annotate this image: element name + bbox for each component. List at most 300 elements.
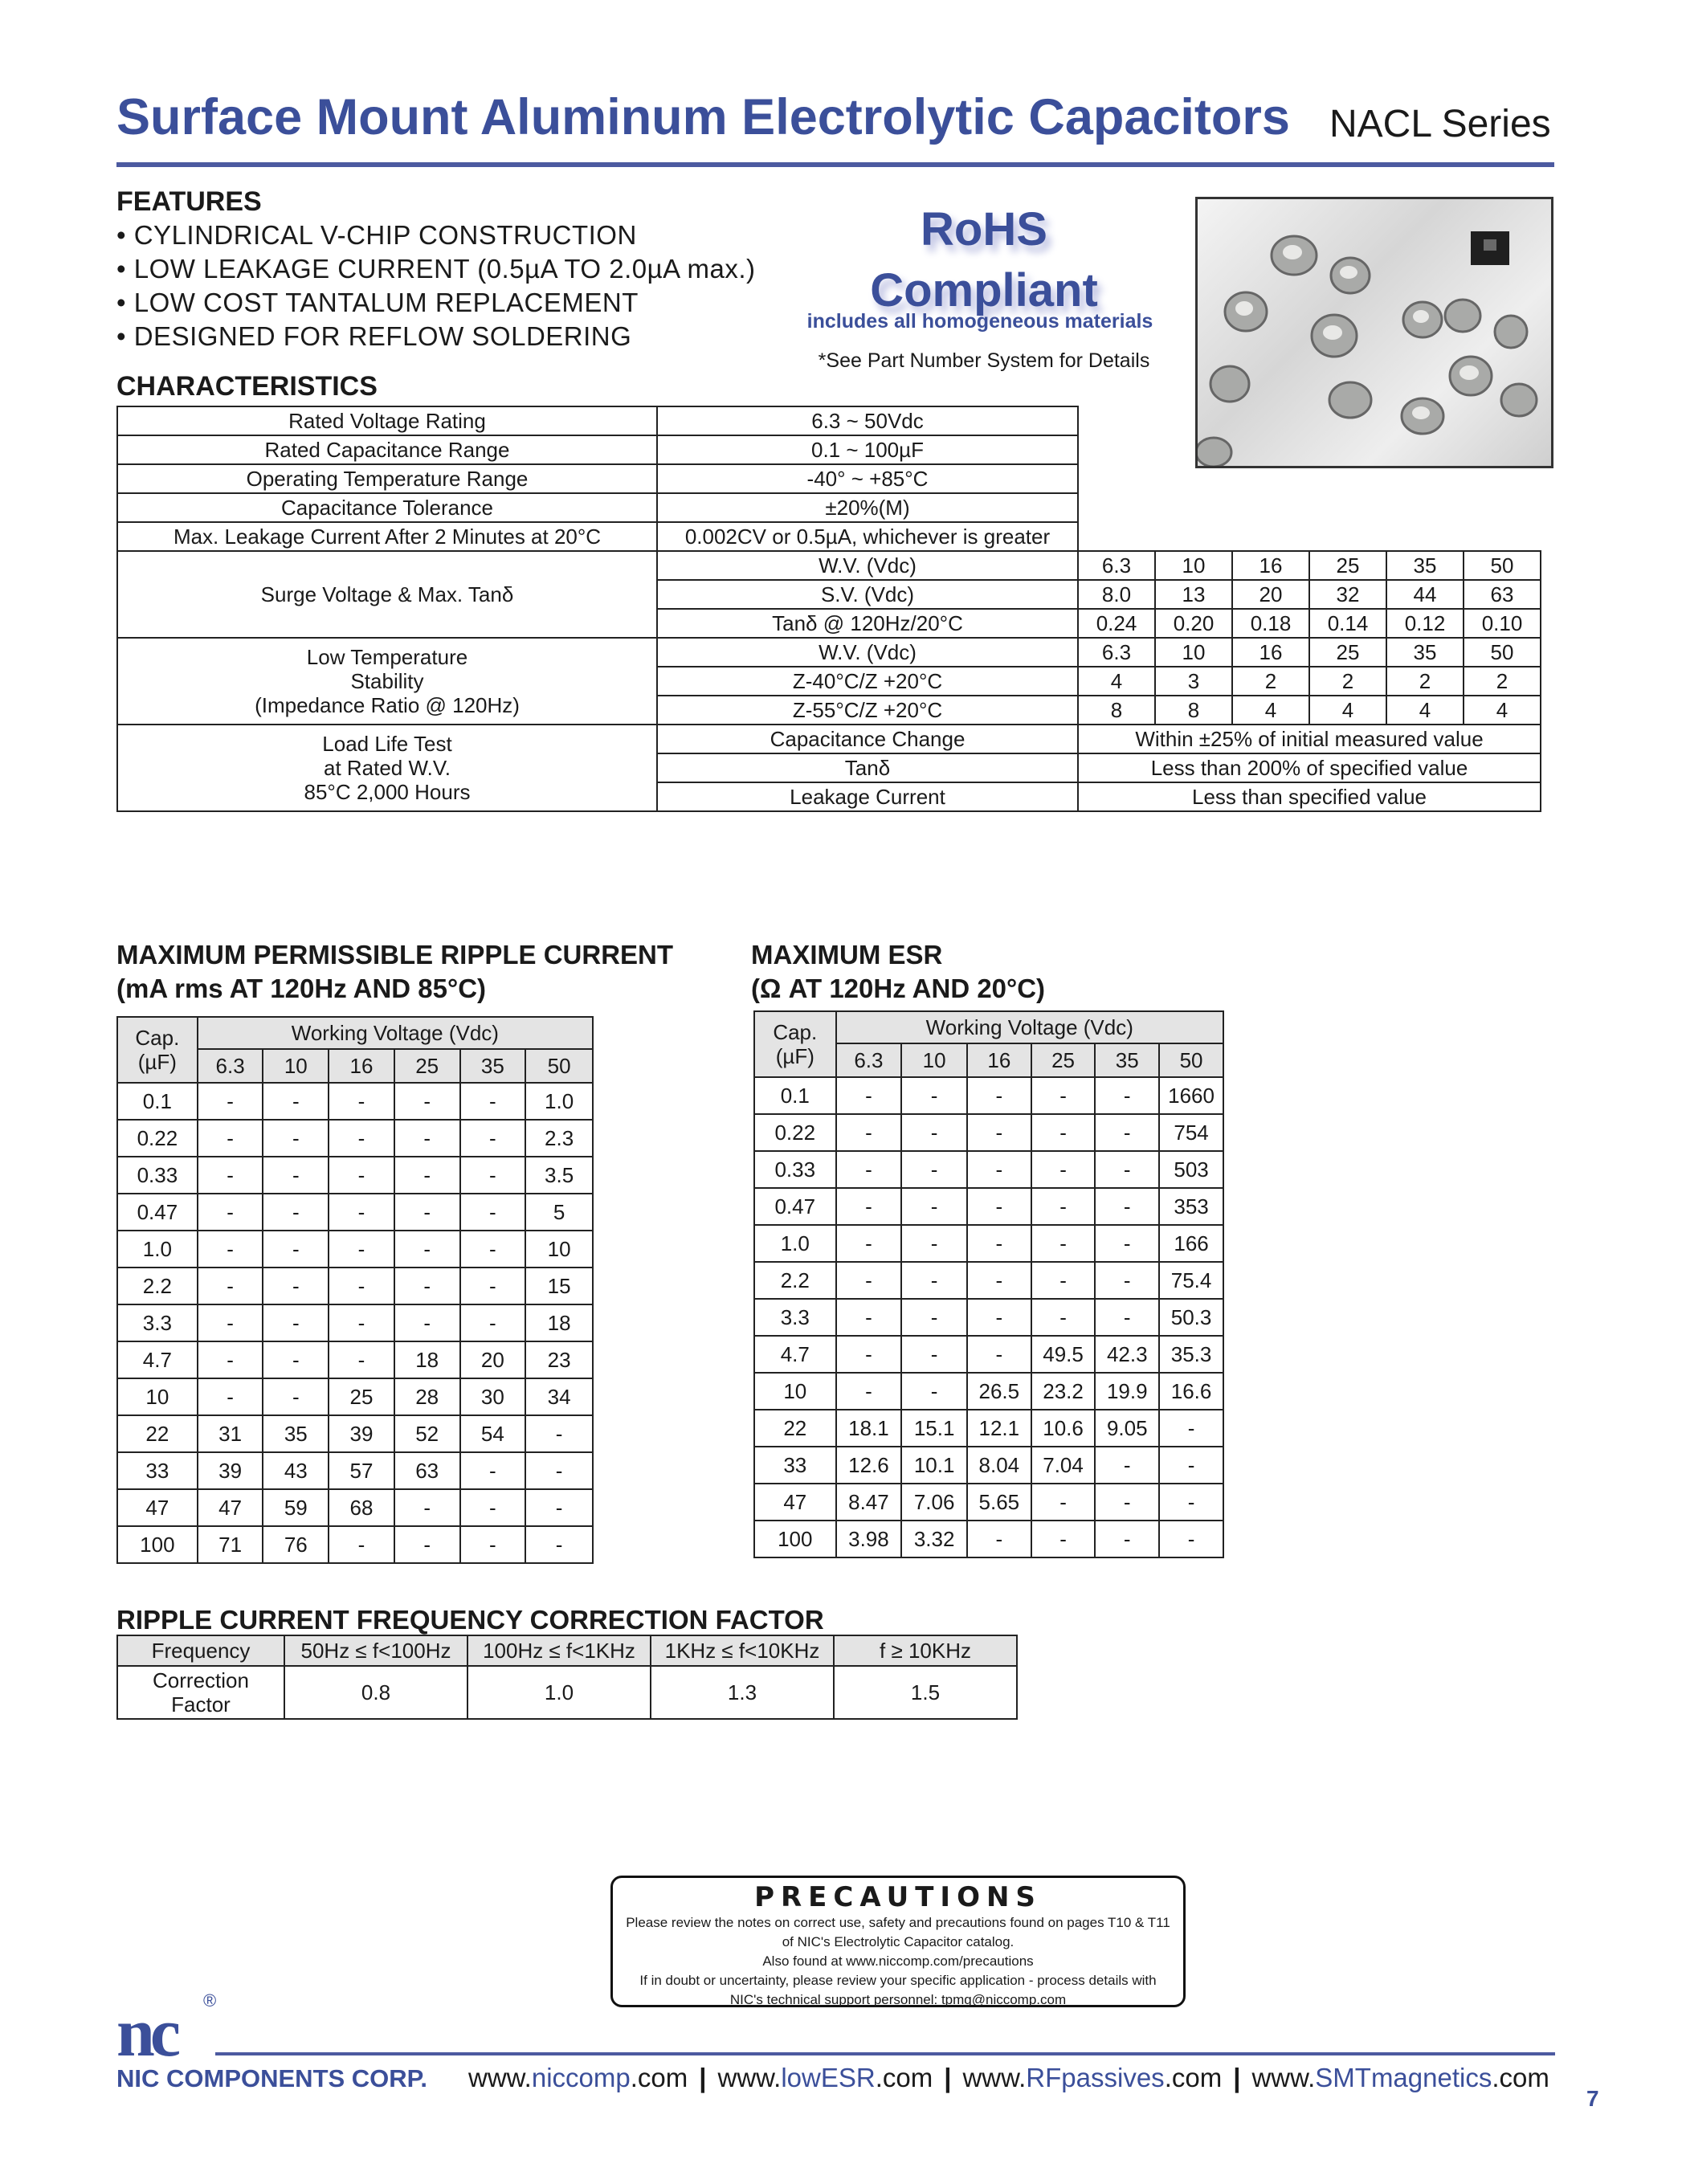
table-cell: 6.3 [1078,551,1155,580]
table-cell: 35.3 [1159,1336,1223,1373]
rohs-subtitle: includes all homogeneous materials [806,310,1153,333]
table-row [754,1114,1223,1151]
table-cell: 16 [1232,551,1309,580]
table-cell: - [1095,1262,1159,1299]
table-cell: - [263,1304,329,1341]
table-cell: 25 [329,1378,394,1415]
table-row [117,493,1541,522]
table-cell: - [1095,1077,1159,1114]
cap-cell: 22 [754,1410,836,1447]
table-cell: 71 [198,1526,263,1563]
footer-link-rfpassives[interactable] [962,2063,1222,2092]
factor-cell: 1.5 [834,1666,1017,1719]
table-cell: - [394,1231,460,1268]
table-row [117,406,1541,435]
table-cell: 1.0 [525,1083,593,1120]
registered-mark: ® [203,1990,217,2011]
table-cell: - [394,1526,460,1563]
char-param: W.V. (Vdc) [657,638,1078,667]
table-cell: 35 [1386,551,1464,580]
cap-cell: 47 [754,1484,836,1521]
table-cell: - [901,1114,967,1151]
table-row [117,1489,593,1526]
table-cell: 34 [525,1378,593,1415]
cap-cell: 3.3 [117,1304,198,1341]
frequency-label: Frequency [117,1635,284,1666]
table-cell: 18 [394,1341,460,1378]
cap-cell: 33 [754,1447,836,1484]
link-separator: | [944,2063,952,2092]
table-cell: 35 [263,1415,329,1452]
voltage-header-cell: 6.3 [198,1049,263,1083]
voltage-header-cell: 50 [1159,1043,1223,1077]
table-cell: - [901,1151,967,1188]
label-line: Low Temperature [306,645,468,669]
table-cell: 2 [1309,667,1386,696]
frequency-cell: 100Hz ≤ f<1KHz [467,1635,651,1666]
table-row [117,1304,593,1341]
table-cell: - [329,1526,394,1563]
table-cell: 0.18 [1232,609,1309,638]
table-cell: 1660 [1159,1077,1223,1114]
link-suffix: .com [630,2063,688,2092]
rohs-line2: Compliant [870,264,1098,316]
label-line: Load Life Test [322,732,452,756]
table-row [117,1526,593,1563]
table-cell: 4 [1078,667,1155,696]
features-list [116,218,756,353]
char-label: Capacitance Tolerance [117,493,657,522]
table-row [117,1341,593,1378]
cap-cell: 2.2 [117,1268,198,1304]
rcf-heading: RIPPLE CURRENT FREQUENCY CORRECTION FACTOR [116,1605,824,1635]
table-row [117,522,1541,551]
char-value: Less than specified value [1078,782,1541,811]
table-cell: - [1095,1114,1159,1151]
table-cell: 503 [1159,1151,1223,1188]
table-cell: - [1095,1521,1159,1557]
table-cell: 20 [1232,580,1309,609]
table-cell: - [836,1225,902,1262]
cap-cell: 33 [117,1452,198,1489]
table-cell: - [329,1157,394,1194]
char-label: Rated Capacitance Range [117,435,657,464]
table-cell: - [329,1268,394,1304]
table-cell: - [1095,1299,1159,1336]
char-param: Z-40°C/Z +20°C [657,667,1078,696]
cap-cell: 0.47 [117,1194,198,1231]
table-cell: 23.2 [1031,1373,1096,1410]
cap-cell: 0.22 [754,1114,836,1151]
table-row [754,1410,1223,1447]
table-row [754,1447,1223,1484]
table-cell: - [1095,1225,1159,1262]
table-cell: - [263,1341,329,1378]
char-param: Tanδ @ 120Hz/20°C [657,609,1078,638]
footer-link-lowesr[interactable] [717,2063,933,2092]
table-cell: - [329,1304,394,1341]
table-cell: - [901,1188,967,1225]
series-name: NACL Series [1329,103,1551,145]
table-cell: - [1159,1410,1223,1447]
table-cell: 16.6 [1159,1373,1223,1410]
table-cell: - [198,1341,263,1378]
feature-item: • CYLINDRICAL V-CHIP CONSTRUCTION [116,220,637,250]
rcf-table [116,1635,1018,1720]
table-cell: 28 [394,1378,460,1415]
table-cell: - [1031,1299,1096,1336]
table-cell: - [1095,1188,1159,1225]
table-cell: 3 [1155,667,1232,696]
table-cell: 68 [329,1489,394,1526]
table-cell: - [836,1188,902,1225]
wv-header: Working Voltage (Vdc) [836,1011,1223,1043]
table-cell: 10.6 [1031,1410,1096,1447]
table-cell: 49.5 [1031,1336,1096,1373]
voltage-header-cell: 6.3 [836,1043,902,1077]
table-cell: - [460,1304,526,1341]
table-cell: 57 [329,1452,394,1489]
table-cell: - [394,1157,460,1194]
char-value: ±20%(M) [657,493,1078,522]
table-cell: 13 [1155,580,1232,609]
table-cell: - [525,1415,593,1452]
table-cell: - [198,1157,263,1194]
feature-item: • DESIGNED FOR REFLOW SOLDERING [116,321,632,351]
precautions-line: of NIC's Electrolytic Capacitor catalog. [782,1934,1015,1949]
cap-cell: 4.7 [754,1336,836,1373]
cap-cell: 4.7 [117,1341,198,1378]
characteristics-heading: CHARACTERISTICS [116,371,378,402]
table-cell: 63 [394,1452,460,1489]
label-line: 85°C 2,000 Hours [304,780,471,804]
table-cell: 2 [1386,667,1464,696]
cap-cell: 0.33 [754,1151,836,1188]
table-cell: 5 [525,1194,593,1231]
link-highlight: lowESR [781,2063,876,2092]
esr-heading-line2: (Ω AT 120Hz AND 20°C) [751,974,1046,1003]
voltage-header-cell: 10 [263,1049,329,1083]
table-cell: - [198,1231,263,1268]
table-cell: - [967,1188,1031,1225]
table-cell: - [263,1194,329,1231]
table-cell: 10.1 [901,1447,967,1484]
table-cell: - [394,1489,460,1526]
feature-item: • LOW COST TANTALUM REPLACEMENT [116,288,639,317]
voltage-header-cell: 10 [901,1043,967,1077]
characteristics-table [116,406,1541,812]
label-line: Stability [350,669,424,693]
table-cell: - [263,1120,329,1157]
table-cell: 3.5 [525,1157,593,1194]
table-cell: 9.05 [1095,1410,1159,1447]
nic-logo [116,1990,217,2071]
char-label: Rated Voltage Rating [117,406,657,435]
ripple-heading [116,938,673,1006]
cap-cell: 10 [754,1373,836,1410]
char-param: Tanδ [657,753,1078,782]
table-row [754,1151,1223,1188]
table-row [754,1077,1223,1114]
table-row [754,1299,1223,1336]
link-separator: | [1233,2063,1241,2092]
table-row [754,1225,1223,1262]
table-cell: 39 [329,1415,394,1452]
char-param: W.V. (Vdc) [657,551,1078,580]
table-cell: - [836,1299,902,1336]
cap-cell: 2.2 [754,1262,836,1299]
table-cell: 7.06 [901,1484,967,1521]
esr-heading [751,938,1045,1006]
cap-cell: 100 [117,1526,198,1563]
link-highlight: niccomp [531,2063,631,2092]
link-suffix: .com [875,2063,933,2092]
table-cell: - [1031,1262,1096,1299]
cap-cell: 0.1 [754,1077,836,1114]
table-row [754,1373,1223,1410]
table-cell: - [1159,1521,1223,1557]
table-cell: - [1031,1077,1096,1114]
table-cell: 63 [1464,580,1541,609]
voltage-header-cell: 16 [329,1049,394,1083]
table-cell: - [263,1157,329,1194]
table-cell: 16 [1232,638,1309,667]
label-line: Correction [153,1668,249,1692]
table-cell: - [394,1194,460,1231]
table-cell: - [263,1268,329,1304]
voltage-header-cell: 25 [1031,1043,1096,1077]
table-cell: 0.24 [1078,609,1155,638]
wv-header: Working Voltage (Vdc) [198,1017,593,1049]
cap-cell: 47 [117,1489,198,1526]
table-cell: - [901,1077,967,1114]
frequency-cell: 50Hz ≤ f<100Hz [284,1635,467,1666]
table-cell: - [836,1114,902,1151]
table-cell: - [836,1077,902,1114]
table-cell: 353 [1159,1188,1223,1225]
table-cell: 50.3 [1159,1299,1223,1336]
table-cell: - [1095,1447,1159,1484]
table-cell: - [967,1114,1031,1151]
table-cell: - [198,1083,263,1120]
char-label [117,638,657,725]
table-cell: 15 [525,1268,593,1304]
cap-cell: 1.0 [117,1231,198,1268]
table-cell: 7.04 [1031,1447,1096,1484]
table-cell: 50 [1464,638,1541,667]
precautions-line: NIC's technical support personnel: tpmg@niccomp.com [729,1992,1067,2007]
cap-header: Cap. (µF) [754,1011,836,1077]
table-cell: - [198,1304,263,1341]
table-row [117,1120,593,1157]
table-row [117,1635,1017,1666]
table-cell: - [460,1157,526,1194]
cap-cell: 0.33 [117,1157,198,1194]
table-cell: - [198,1378,263,1415]
cap-cell: 10 [117,1378,198,1415]
table-row [117,725,1541,753]
rohs-badge [835,199,1133,321]
table-cell: 43 [263,1452,329,1489]
factor-label [117,1666,284,1719]
features-heading: FEATURES [116,186,262,217]
table-cell: - [460,1120,526,1157]
table-cell: 2.3 [525,1120,593,1157]
table-cell: 31 [198,1415,263,1452]
table-cell: 18 [525,1304,593,1341]
cap-cell: 100 [754,1521,836,1557]
link-highlight: RFpassives [1026,2063,1165,2092]
table-cell: 30 [460,1378,526,1415]
table-row [754,1188,1223,1225]
table-cell: - [967,1299,1031,1336]
table-cell: - [836,1336,902,1373]
table-cell: - [460,1231,526,1268]
table-cell: 25 [1309,551,1386,580]
table-cell: - [198,1194,263,1231]
ripple-table [116,1016,594,1564]
table-cell: 4 [1386,696,1464,725]
cap-cell: 0.22 [117,1120,198,1157]
table-row [754,1262,1223,1299]
label-line: (Impedance Ratio @ 120Hz) [255,693,520,717]
factor-cell: 1.0 [467,1666,651,1719]
table-row [117,551,1541,580]
table-cell: 23 [525,1341,593,1378]
table-cell: 32 [1309,580,1386,609]
table-cell: - [901,1373,967,1410]
page-title: Surface Mount Aluminum Electrolytic Capacitors [116,89,1290,145]
factor-cell: 0.8 [284,1666,467,1719]
precautions-line: Please review the notes on correct use, safety and precautions found on pages T10 & T11 [626,1915,1170,1930]
table-cell: - [901,1225,967,1262]
table-cell: - [967,1262,1031,1299]
footer-link-smtmagnetics[interactable] [1251,2063,1549,2092]
table-cell: - [329,1194,394,1231]
table-header-row [754,1011,1223,1043]
table-cell: 59 [263,1489,329,1526]
char-label: Operating Temperature Range [117,464,657,493]
feature-item: • LOW LEAKAGE CURRENT (0.5µA TO 2.0µA max.) [116,254,756,284]
cap-cell: 3.3 [754,1299,836,1336]
table-cell: 8 [1155,696,1232,725]
table-cell: 76 [263,1526,329,1563]
table-cell: 8.47 [836,1484,902,1521]
table-cell: 0.14 [1309,609,1386,638]
table-cell: 8.04 [967,1447,1031,1484]
table-cell: 75.4 [1159,1262,1223,1299]
char-param: Leakage Current [657,782,1078,811]
company-name: NIC COMPONENTS CORP. [116,2064,427,2092]
table-cell: 5.65 [967,1484,1031,1521]
table-cell: 25 [1309,638,1386,667]
table-row [754,1336,1223,1373]
table-cell: - [329,1083,394,1120]
table-cell: - [329,1231,394,1268]
table-cell: 18.1 [836,1410,902,1447]
table-cell: - [967,1151,1031,1188]
table-cell: 4 [1464,696,1541,725]
table-cell: - [1031,1225,1096,1262]
table-cell: 10 [525,1231,593,1268]
precautions-box [610,1876,1186,2007]
table-cell: 10 [1155,638,1232,667]
table-cell: - [1031,1188,1096,1225]
table-cell: 3.98 [836,1521,902,1557]
table-cell: 20 [460,1341,526,1378]
table-cell: - [1031,1151,1096,1188]
table-cell: 15.1 [901,1410,967,1447]
rohs-note: *See Part Number System for Details [818,349,1150,372]
table-cell: 0.20 [1155,609,1232,638]
logo-text: nc [116,1994,176,2071]
table-cell: 35 [1386,638,1464,667]
esr-table [753,1010,1224,1558]
table-cell: - [901,1262,967,1299]
table-row [117,435,1541,464]
link-prefix: www. [962,2063,1027,2092]
precautions-line: Also found at www.niccomp.com/precautions [762,1953,1034,1969]
precautions-title: PRECAUTIONS [754,1881,1042,1913]
table-cell: - [1031,1114,1096,1151]
char-param: S.V. (Vdc) [657,580,1078,609]
table-cell: 42.3 [1095,1336,1159,1373]
table-cell: 2 [1232,667,1309,696]
table-cell: - [460,1452,526,1489]
table-cell: 4 [1232,696,1309,725]
table-row [117,1415,593,1452]
table-cell: - [460,1526,526,1563]
table-row [754,1484,1223,1521]
table-cell: 166 [1159,1225,1223,1262]
footer-rule [215,2052,1555,2055]
table-cell: - [525,1526,593,1563]
label-line: at Rated W.V. [323,756,451,780]
table-cell: - [967,1225,1031,1262]
table-cell: - [1159,1484,1223,1521]
rohs-line1: RoHS [921,203,1047,255]
voltage-header-cell: 16 [967,1043,1031,1077]
table-cell: 8.0 [1078,580,1155,609]
table-cell: 26.5 [967,1373,1031,1410]
frequency-cell: 1KHz ≤ f<10KHz [651,1635,834,1666]
footer-link-niccomp[interactable] [468,2063,688,2092]
table-cell: - [901,1299,967,1336]
table-cell: - [1095,1151,1159,1188]
table-row [117,1268,593,1304]
char-value: Within ±25% of initial measured value [1078,725,1541,753]
table-cell: - [1031,1521,1096,1557]
char-value: Less than 200% of specified value [1078,753,1541,782]
link-highlight: SMTmagnetics [1315,2063,1492,2092]
link-prefix: www. [468,2063,532,2092]
table-cell: 8 [1078,696,1155,725]
table-cell: - [198,1268,263,1304]
ripple-heading-line1: MAXIMUM PERMISSIBLE RIPPLE CURRENT [116,940,674,970]
table-row [117,1083,593,1120]
link-prefix: www. [717,2063,782,2092]
table-cell: - [901,1336,967,1373]
table-cell: - [525,1489,593,1526]
table-cell: - [1159,1447,1223,1484]
table-cell: 19.9 [1095,1373,1159,1410]
table-cell: - [394,1304,460,1341]
table-row [117,1666,1017,1719]
char-label [117,725,657,811]
table-cell: 10 [1155,551,1232,580]
table-cell: - [394,1268,460,1304]
table-header-row [117,1017,593,1049]
